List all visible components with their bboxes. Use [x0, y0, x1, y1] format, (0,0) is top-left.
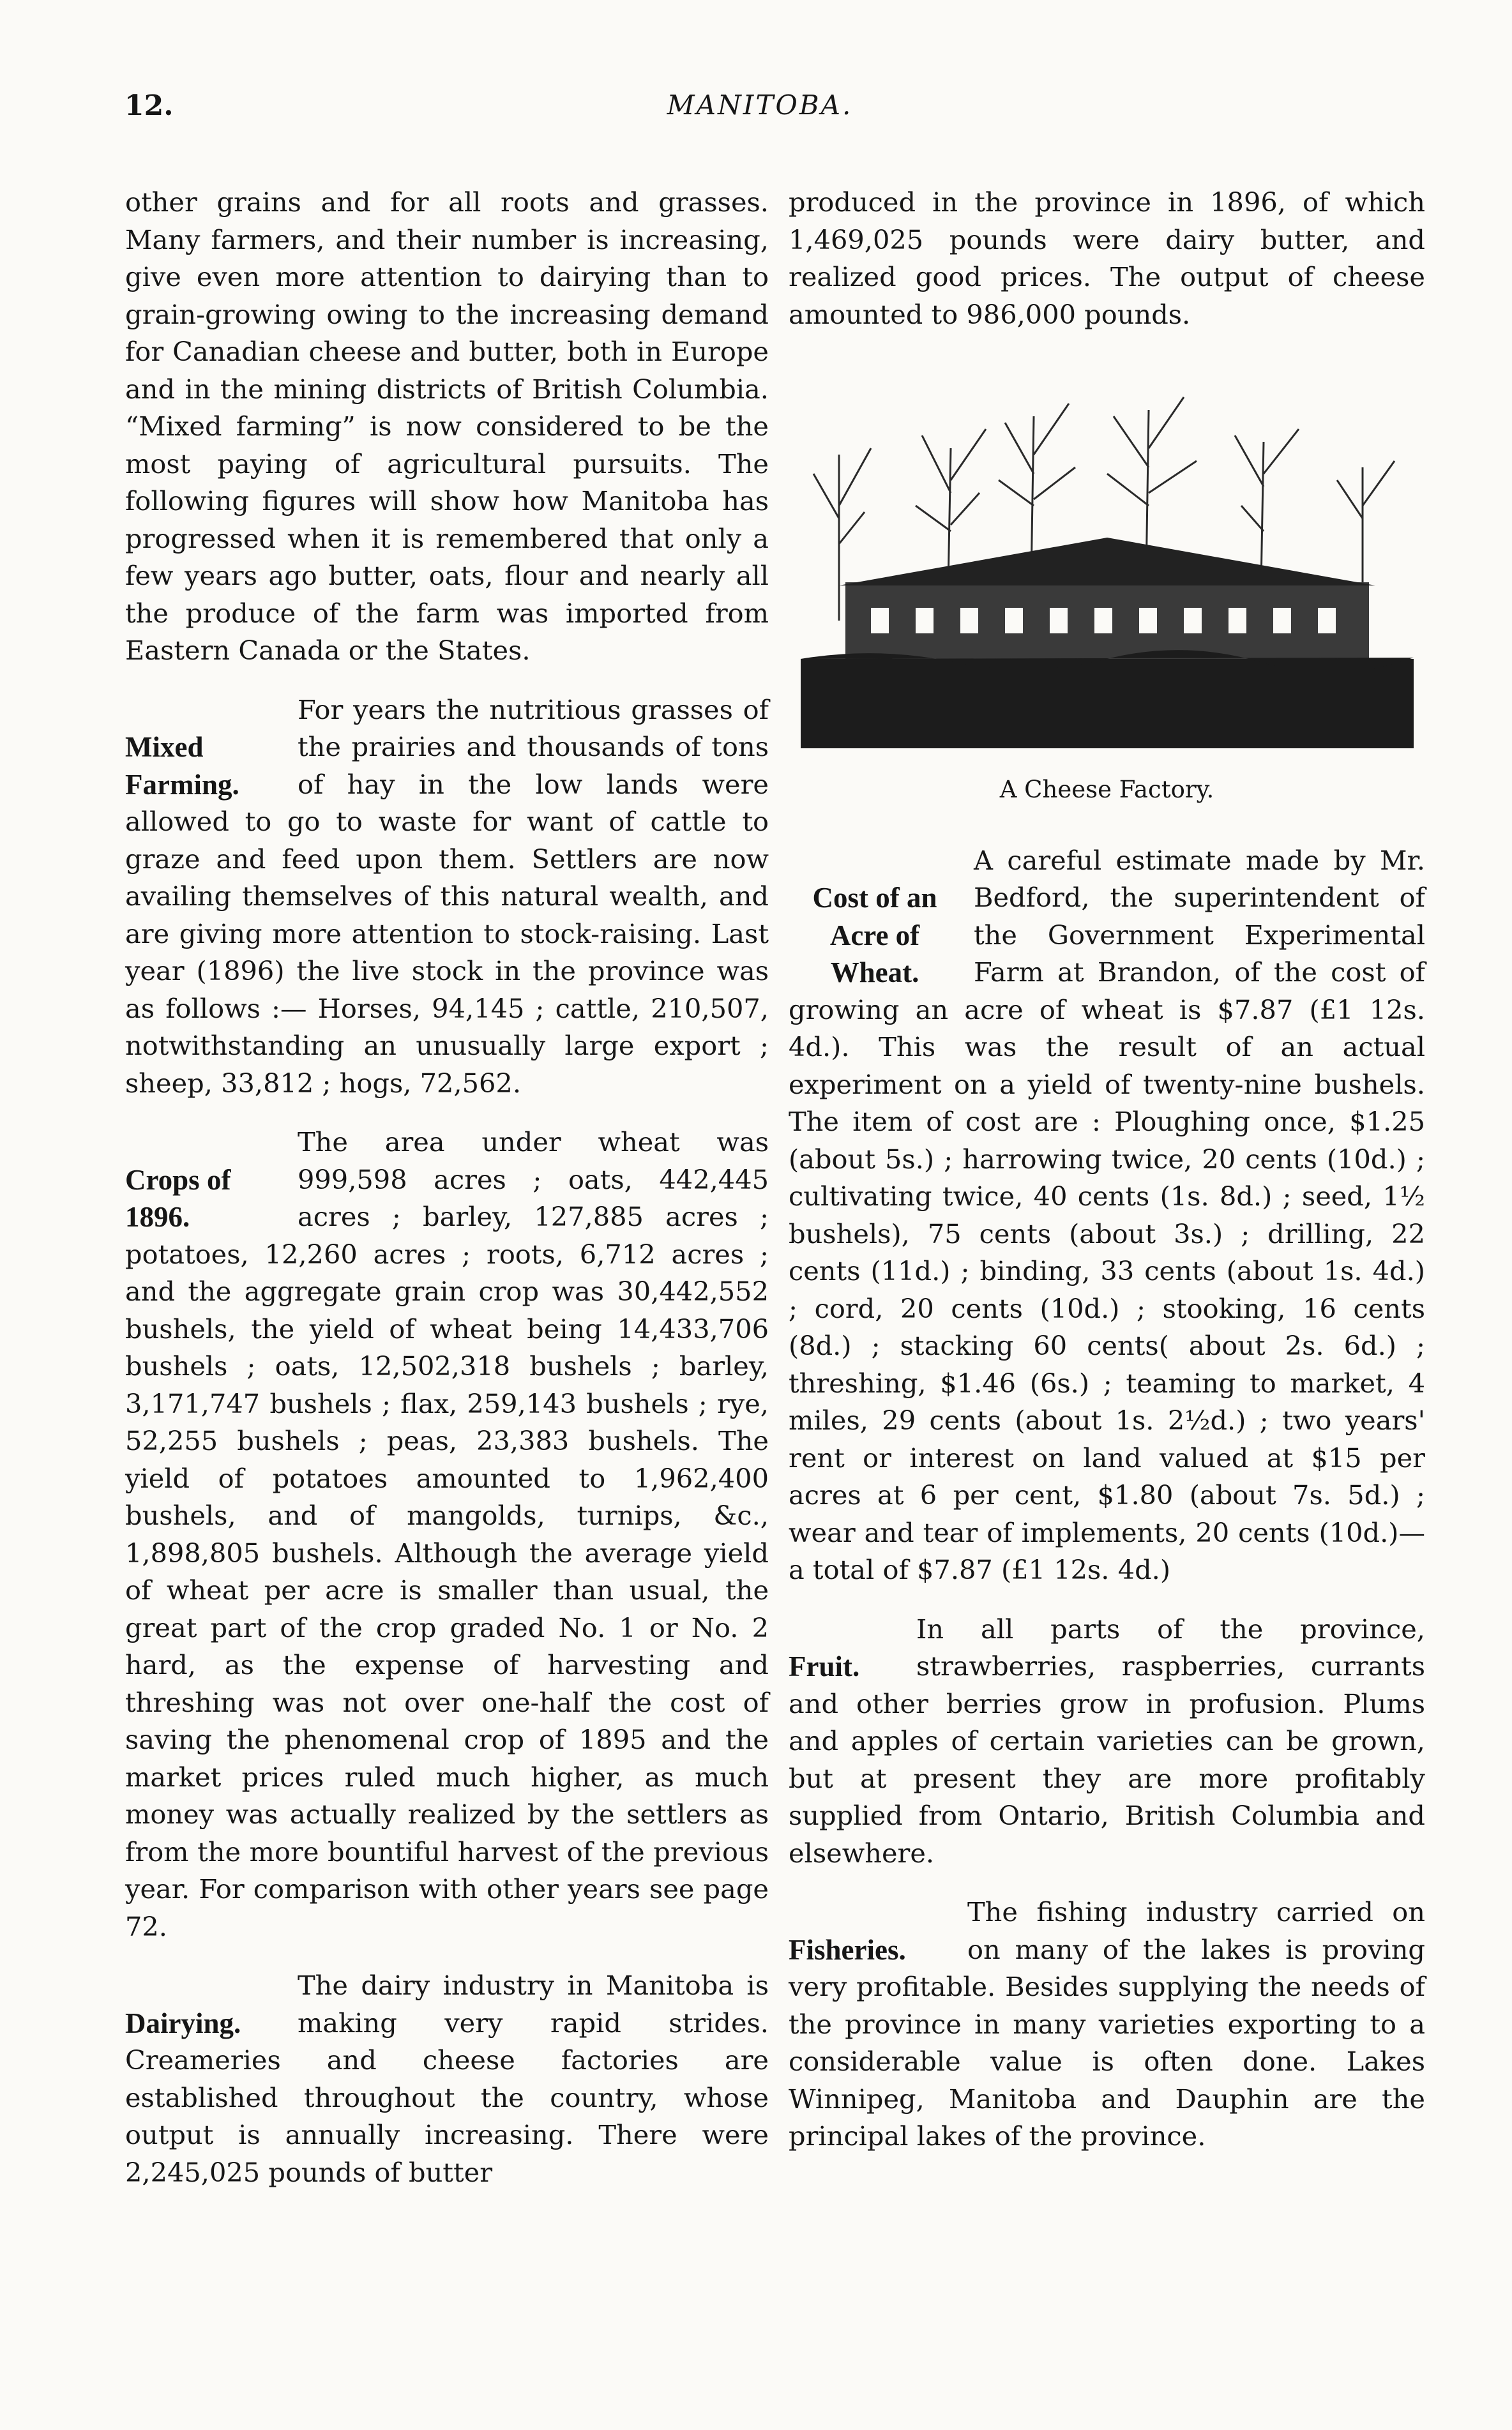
section-cost-of-wheat — [789, 842, 1425, 1589]
side-heading-dairying: Dairying. — [125, 2007, 241, 2039]
dairying-paragraph: The dairy industry in Manitoba is making very rapid strides. Creameries and cheese factories are established throughout the country, whose output is annually increasing. There were 2,245,025 pounds of butter — [125, 1970, 769, 2188]
right-column — [789, 184, 1425, 2155]
side-heading-crops-1896: Crops of 1896. — [125, 1163, 231, 1233]
cost-of-wheat-paragraph: A careful estimate made by Mr. Bedford, the superintendent of the Government Experimental Farm at Brandon, of the cost of growing an acre of wheat is $7.87 (£1 12s. 4d.). This was the result of an actual experiment on a yield of twenty-nine bushels. The item of cost are : Ploughing once, $1.25 (about 5s.) ; harrowing twice, 20 cents (10d.) ; cultivating twice, 40 cents (1s. 8d.) ; seed, 1½ bushels), 75 cents (about 3s.) ; drilling, 22 cents (11d.) ; binding, 33 cents (about 1s. 4d.) ; cord, 20 cents (10d.) ; stooking, 16 cents (8d.) ; stacking 60 cents( about 2s. 6d.) ; threshing, $1.46 (6s.) ; teaming to market, 4 miles, 29 cents (about 1s. 2½d.) ; two years' rent or interest on land valued at $15 per acres at 6 per cent, $1.80 (about 7s. 5d.) ; wear and tear of implements, 20 cents (10d.)—a total of $7.87 (£1 12s. 4d.) — [789, 844, 1425, 1585]
figure-caption: A Cheese Factory. — [999, 776, 1214, 803]
section-fruit — [789, 1611, 1425, 1873]
side-heading-fruit: Fruit. — [789, 1650, 860, 1682]
page-number: 12. — [125, 89, 174, 122]
cheese-factory-engraving — [801, 378, 1414, 748]
side-heading-cost-of-wheat: Cost of an Acre of Wheat. — [812, 882, 937, 988]
running-title: MANITOBA. — [667, 89, 853, 121]
intro-paragraph: other grains and for all roots and grasses. Many farmers, and their number is increasing, give even more attention to dairying than to grain-growing owing to the increasing demand for Canadian cheese and butter, both in Europe and in the mining districts of British Columbia. “Mixed farming” is now considered to be the most paying of agricultural pursuits. The following figures will show how Manitoba has progressed when it is remembered that only a few years ago butter, oats, flour and nearly all the produce of the farm was imported from Eastern Canada or the States. — [125, 186, 769, 666]
section-mixed-farming — [125, 691, 769, 1103]
fisheries-paragraph: The fishing industry carried on on many of the lakes is proving very profitable. Besides supplying the needs of the province in many varieties exporting to a considerable value is often done. Lakes Winnipeg, Manitoba and Dauphin are the principal lakes of the province. — [789, 1896, 1425, 2152]
cheese-factory-figure — [801, 378, 1414, 809]
dairy-continuation-paragraph: produced in the province in 1896, of which 1,469,025 pounds were dairy butter, and realized good prices. The output of cheese amounted to 986,000 pounds. — [789, 186, 1425, 330]
section-fisheries — [789, 1894, 1425, 2155]
fruit-paragraph: In all parts of the province, strawberries, raspberries, currants and other berries grow in profusion. Plums and apples of certain varieties can be grown, but at present they are more profitably supplied from Ontario, British Columbia and elsewhere. — [789, 1613, 1425, 1869]
side-heading-fisheries: Fisheries. — [789, 1933, 906, 1966]
page-header — [125, 89, 1395, 140]
mixed-farming-paragraph: For years the nutritious grasses of the prairies and thousands of tons of hay in the low lands were allowed to go to waste for want of cattle to graze and feed upon them. Settlers are now availing themselves of this natural wealth, and are giving more attention to stock-raising. Last year (1896) the live stock in the province was as follows :— Horses, 94,145 ; cattle, 210,507, notwithstanding an unusually large export ; sheep, 33,812 ; hogs, 72,562. — [125, 693, 769, 1099]
crops-paragraph: The area under wheat was 999,598 acres ; oats, 442,445 acres ; barley, 127,885 acres ; potatoes, 12,260 acres ; roots, 6,712 acres ; and the aggregate grain crop was 30,442,552 bushels, the yield of wheat being 14,433,706 bushels ; oats, 12,502,318 bushels ; barley, 3,171,747 bushels ; flax, 259,143 bushels ; rye, 52,255 bushels ; peas, 23,383 bushels. The yield of potatoes amounted to 1,962,400 bushels, and of mangolds, turnips, &c., 1,898,805 bushels. Although the average yield of wheat per acre is smaller than usual, the great part of the crop graded No. 1 or No. 2 hard, as the expense of harvesting and threshing was not over one-half the cost of saving the phenomenal crop of 1895 and the market prices ruled much higher, as much money was actually realized by the settlers as from the more bountiful harvest of the previous year. For comparison with other years see page 72. — [125, 1126, 769, 1942]
side-heading-mixed-farming: Mixed Farming. — [125, 731, 239, 801]
left-column — [125, 184, 769, 2191]
section-dairying — [125, 1967, 769, 2191]
section-crops-1896 — [125, 1124, 769, 1945]
